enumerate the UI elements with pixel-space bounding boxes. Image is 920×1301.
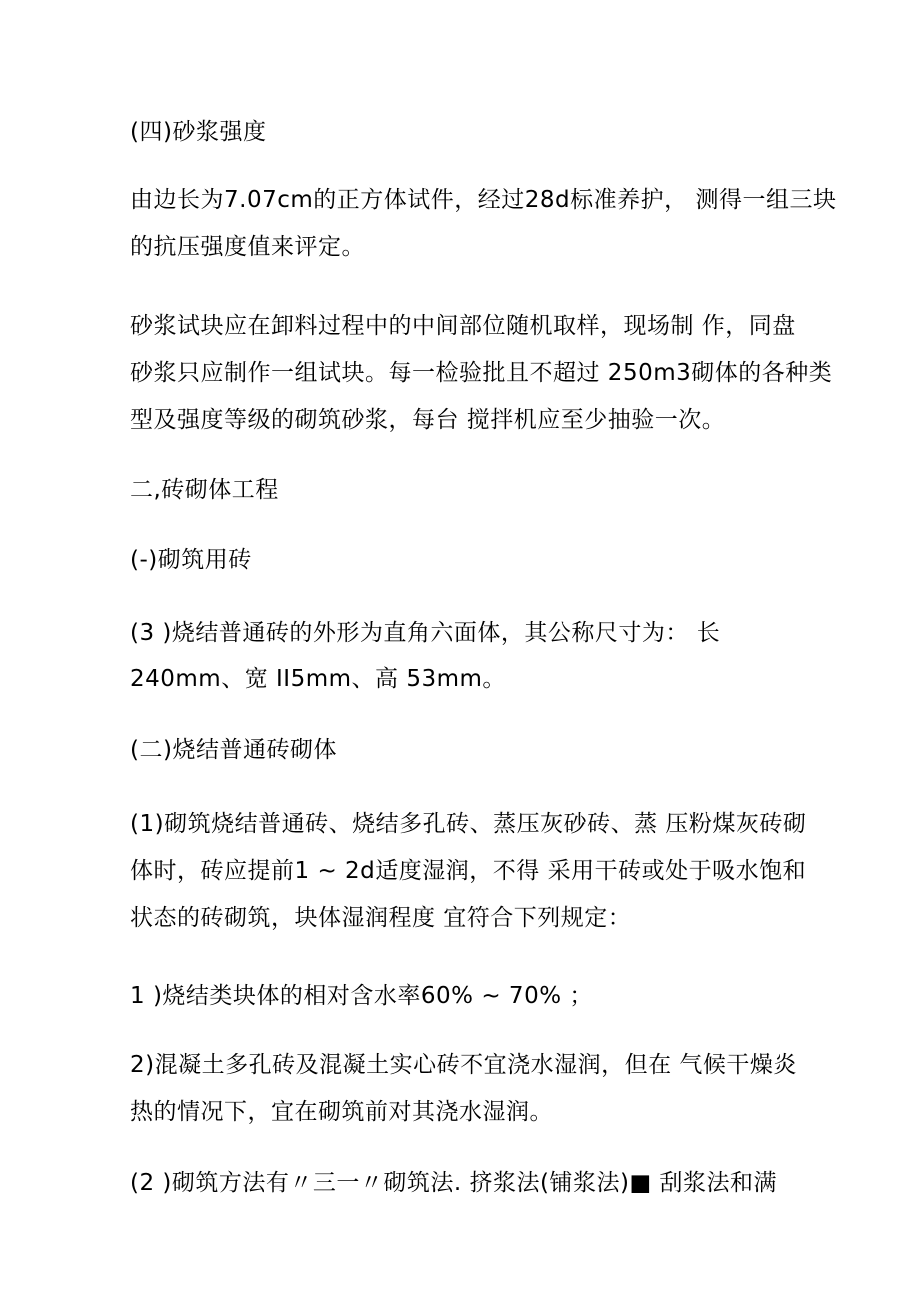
paragraph-line: 型及强度等级的砌筑砂浆，每台 搅拌机应至少抽验一次。 <box>130 407 726 433</box>
paragraph-line: (2 )砌筑方法有〃三一〃砌筑法. 挤浆法(铺浆法)■ 刮浆法和满 <box>130 1170 778 1196</box>
paragraph-line: (3 )烧结普通砖的外形为直角六面体，其公称尺寸为： 长 <box>130 620 721 646</box>
subsection-heading-bricks: (-)砌筑用砖 <box>130 547 252 573</box>
paragraph-line: (1)砌筑烧结普通砖、烧结多孔砖、蒸压灰砂砖、蒸 压粉煤灰砖砌 <box>130 811 807 837</box>
paragraph-line: 状态的砖砌筑，块体湿润程度 宜符合下列规定： <box>130 905 632 931</box>
paragraph-line: 砂浆只应制作一组试块。每一检验批且不超过 250m3砌体的各种类 <box>130 360 833 386</box>
paragraph-line: 240mm、宽 II5mm、高 53mm。 <box>130 666 506 692</box>
paragraph-line: 砂浆试块应在卸料过程中的中间部位随机取样，现场制 作，同盘 <box>130 313 796 339</box>
list-item-line: 1 )烧结类块体的相对含水率60% ~ 70% ； <box>130 983 593 1009</box>
paragraph-line: 的抗压强度值来评定。 <box>130 234 365 260</box>
section-heading-mortar-strength: (四)砂浆强度 <box>130 119 267 145</box>
section-heading-brick-masonry: 二,砖砌体工程 <box>130 477 279 503</box>
list-item-line: 2)混凝土多孔砖及混凝土实心砖不宜浇水湿润，但在 气候干燥炎 <box>130 1052 797 1078</box>
subsection-heading-masonry: (二)烧结普通砖砌体 <box>130 737 337 763</box>
paragraph-line: 由边长为7.07cm的正方体试件，经过28d标准养护， 测得一组三块 <box>130 187 837 213</box>
paragraph-line: 体时，砖应提前1 ~ 2d适度湿润，不得 采用干砖或处于吸水饱和 <box>130 858 807 884</box>
list-item-line: 热的情况下，宜在砌筑前对其浇水湿润。 <box>130 1099 553 1125</box>
